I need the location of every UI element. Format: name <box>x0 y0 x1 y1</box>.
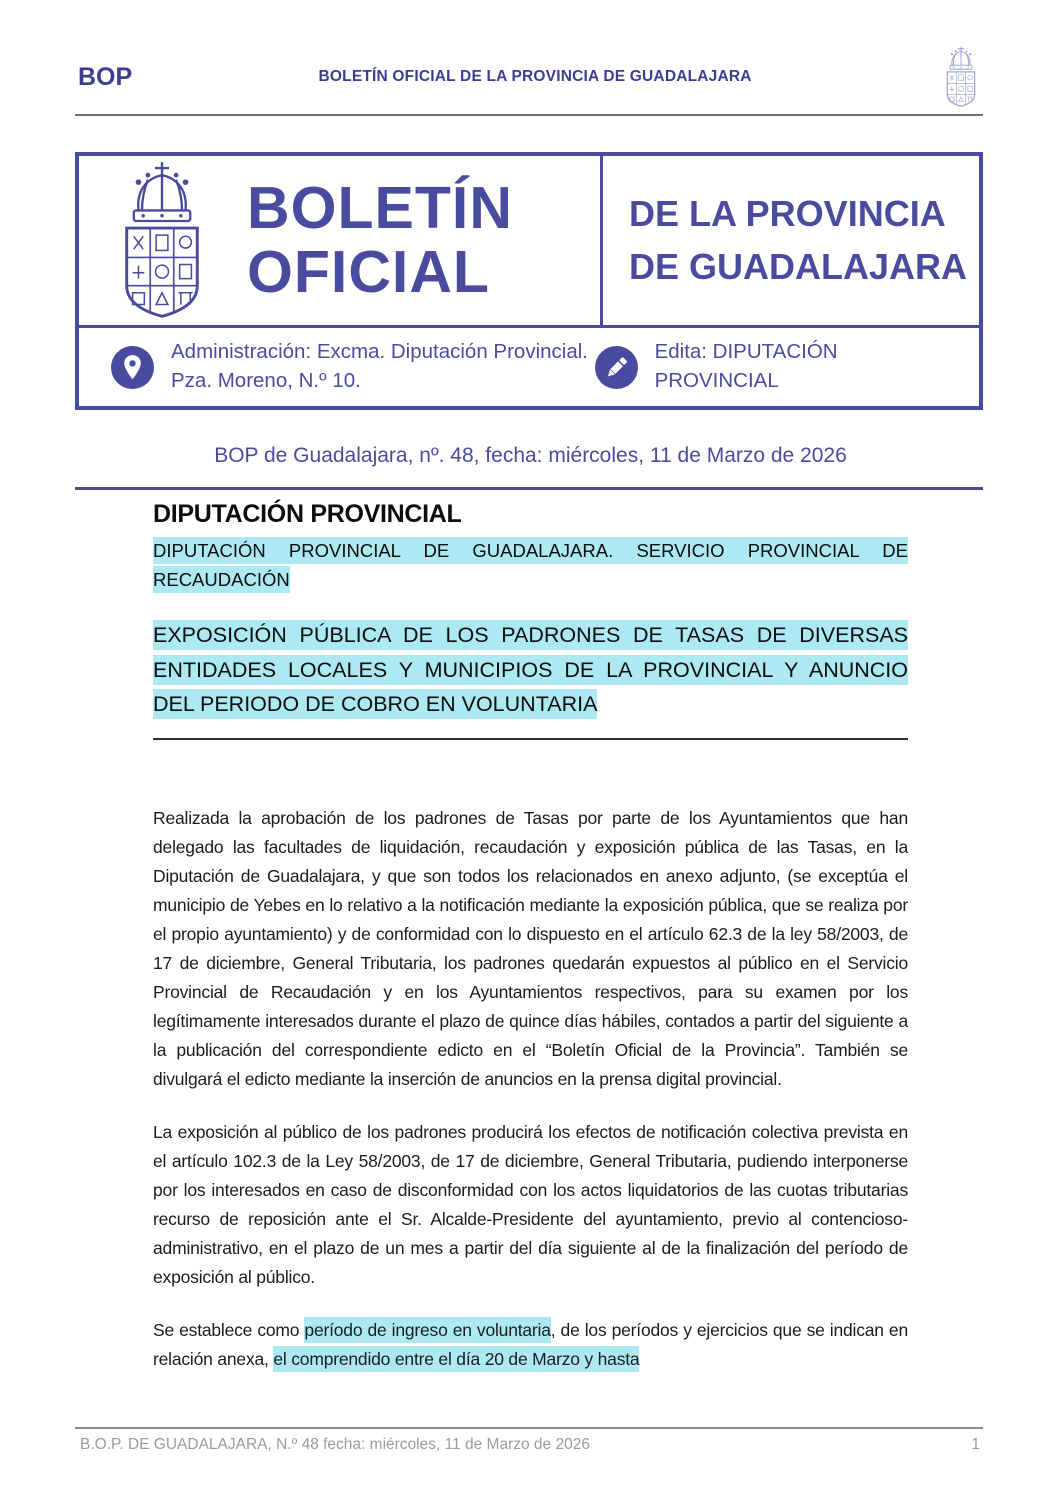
masthead-right-cell <box>603 156 979 328</box>
administration-line2: Pza. Moreno, N.º 10. <box>171 369 361 392</box>
masthead-title-line2: OFICIAL <box>247 238 490 305</box>
issue-divider <box>75 487 983 490</box>
title-divider <box>153 738 908 740</box>
masthead-bottom-row <box>79 328 979 406</box>
paragraph-3: Se establece como período de ingreso en voluntaria, de los períodos y ejercicios que se indican en relación anexa, el comprendido entre el día 20 de Marzo y hasta <box>153 1316 908 1374</box>
administration-line1: Administración: Excma. Diputación Provincial. <box>171 340 588 364</box>
masthead-left-cell <box>79 156 603 328</box>
masthead-title-line1: BOLETÍN <box>247 174 513 241</box>
coat-of-arms-icon <box>99 161 225 321</box>
masthead-box <box>75 152 983 410</box>
page-header <box>78 46 984 108</box>
paragraph-1: Realizada la aprobación de los padrones de Tasas por parte de los Ayuntamientos que han delegado las facultades de liquidación, recaudación y exposición pública de las Tasas, en la Diputación de Guadalajara, y que son todos los relacionados en anexo adjunto, (se exceptúa el municipio de Yebes en lo relativo a la notificación mediante la exposición pública, que se realiza por el propio ayuntamiento) y de conformidad con lo dispuesto en el artículo 62.3 de la ley 58/2003, de 17 de diciembre, General Tributaria, los padrones quedarán expuestos al público en el Servicio Provincial de Recaudación y en los Ayuntamientos respectivos, para su examen por los legítimamente interesados durante el plazo de quince días hábiles, contados a partir del siguiente a la publicación del correspondiente edicto en el “Boletín Oficial de la Provincia”. También se divulgará el edicto mediante la inserción de anuncios en la prensa digital provincial. <box>153 807 908 1089</box>
paragraph-2: La exposición al público de los padrones producirá los efectos de notificación colectiva prevista en el artículo 102.3 de la Ley 58/2003, de 17 de diciembre, General Tributaria, pudiendo interponerse por los interesados en caso de disconformidad con los actos liquidatorios de las cuotas tributarias recurso de reposición ante el Sr. Alcalde-Presidente del ayuntamiento, previo al contencioso-administrativo, en el plazo de un mes a partir del día siguiente al de la finalización del período de exposición al público. <box>153 1121 908 1287</box>
title-highlight: EXPOSICIÓN PÚBLICA DE LOS PADRONES DE TASAS DE DIVERSAS ENTIDADES LOCALES Y MUNICIPIOS DE LA PROVINCIAL Y ANUNCIO DEL PERIODO DE COBRO EN VOLUNTARIA <box>153 620 908 719</box>
page-number: 1 <box>971 1436 980 1453</box>
page-footer <box>80 1436 980 1454</box>
location-pin-icon <box>111 346 154 389</box>
administration-text <box>171 338 588 395</box>
provincial-crest-icon <box>938 46 984 108</box>
pencil-icon <box>595 346 638 389</box>
footer-text: B.O.P. DE GUADALAJARA, N.º 48 fecha: miércoles, 11 de Marzo de 2026 <box>80 1436 590 1453</box>
edita-block <box>595 338 965 395</box>
masthead-right-line1: DE LA PROVINCIA <box>629 193 946 235</box>
masthead-right-line2: DE GUADALAJARA <box>629 245 968 287</box>
section-title: DIPUTACIÓN PROVINCIAL <box>153 500 462 528</box>
article <box>153 500 908 1374</box>
issue-line: BOP de Guadalajara, nº. 48, fecha: miércoles, 11 de Marzo de 2026 <box>214 444 847 467</box>
footer-divider <box>75 1427 983 1429</box>
header-divider <box>75 114 983 116</box>
masthead-title <box>247 174 513 305</box>
administration-block <box>111 338 595 395</box>
bop-logo: BOP <box>78 62 133 91</box>
header-title: BOLETÍN OFICIAL DE LA PROVINCIA DE GUADALAJARA <box>318 68 752 85</box>
article-title <box>153 618 908 722</box>
article-subtitle <box>153 537 908 594</box>
edita-text: Edita: DIPUTACIÓN PROVINCIAL <box>654 340 838 392</box>
subtitle-highlight: DIPUTACIÓN PROVINCIAL DE GUADALAJARA. SERVICIO PROVINCIAL DE RECAUDACIÓN <box>153 537 908 593</box>
